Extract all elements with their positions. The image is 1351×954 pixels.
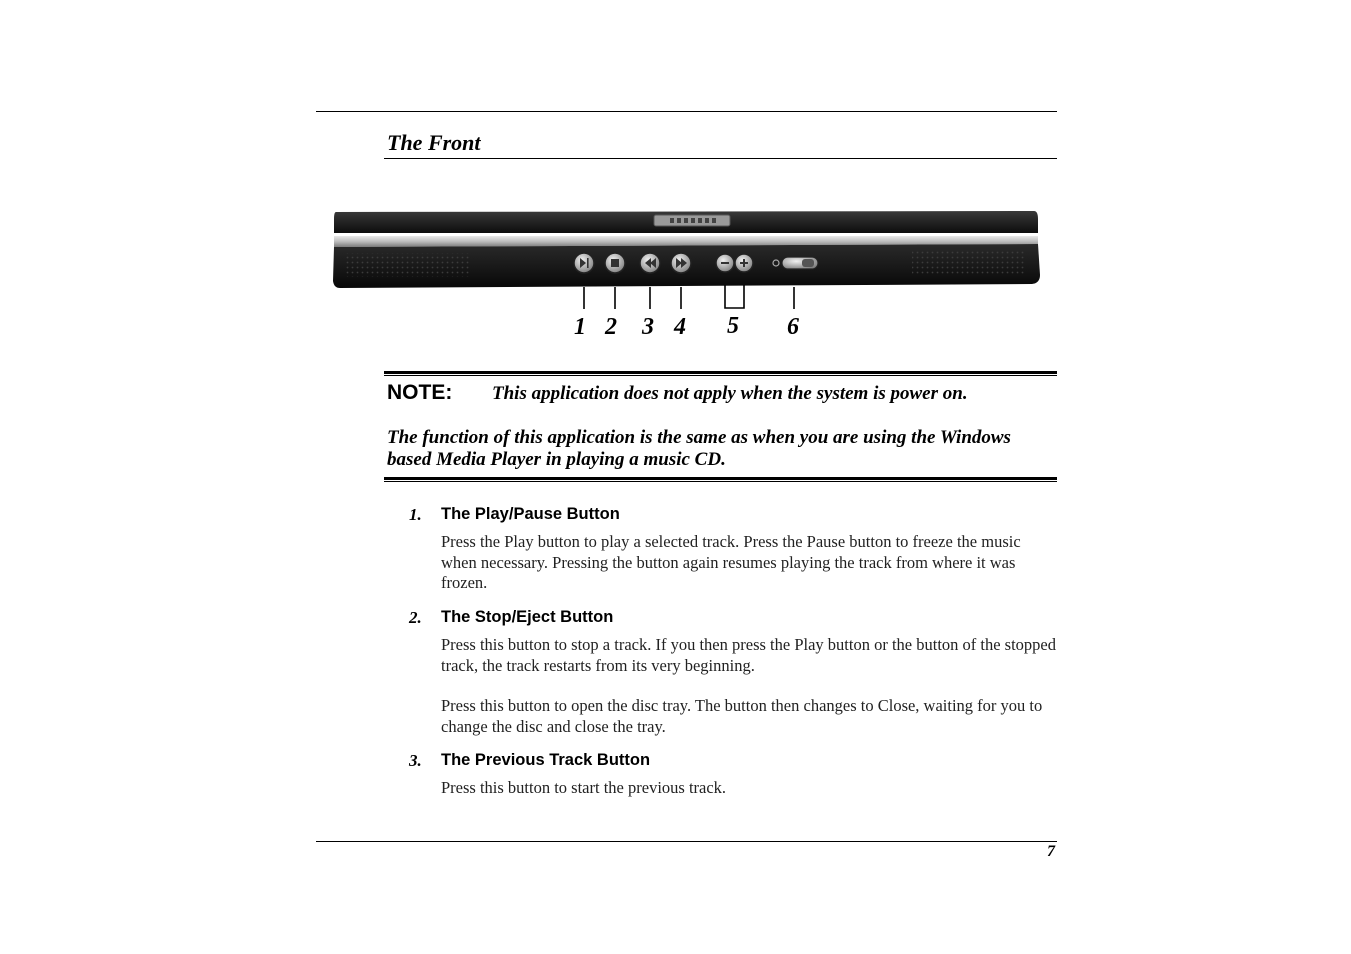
footer-rule [316,841,1057,842]
note-line-1: This application does not apply when the system is power on. [492,383,968,404]
note-top-rule [384,371,1057,376]
section-title: The Front [387,130,481,155]
callout-4: 4 [674,314,686,340]
callout-1: 1 [574,314,586,340]
item-number: 2. [409,608,422,627]
item-description [441,532,1056,594]
item-paragraph: Press the Play button to play a selected track. Press the Pause button to freeze the music when necessary. Pressing the button again resumes playing the track from where it was frozen. [441,532,1021,592]
item-title: The Stop/Eject Button [441,608,614,626]
next-track-button [671,253,691,273]
callout-3: 3 [642,314,654,340]
note-label: NOTE: [387,381,453,404]
item-title: The Previous Track Button [441,751,651,769]
item-number: 3. [409,751,422,770]
header-rule [316,111,1057,112]
note-bottom-rule [384,477,1057,482]
callout-6: 6 [787,314,799,340]
item-title: The Play/Pause Button [441,505,620,523]
play-pause-button [574,253,594,273]
laptop-front-figure [330,205,1042,345]
callout-5: 5 [727,313,739,339]
item-description [441,635,1056,737]
right-speaker-grille [912,251,1024,275]
item-paragraph: Press this button to stop a track. If you then press the Play button or the button of the stopped track, the track restarts from its very beginning. [441,635,1057,675]
callout-2: 2 [605,314,617,340]
item-paragraph: Press this button to start the previous track. [441,778,727,797]
title-underline [384,158,1057,159]
stop-eject-button [605,253,625,273]
note-line-2: The function of this application is the same as when you are using the Windows based Media Player in playing a music CD. [387,427,1011,470]
left-speaker-grille [346,253,470,277]
item-paragraph: Press this button to open the disc tray. The button then changes to Close, waiting for you to change the disc and close the tray. [441,696,1043,736]
page-number: 7 [1047,843,1055,860]
item-number: 1. [409,505,422,524]
item-description [441,778,1056,799]
previous-track-button [640,253,660,273]
